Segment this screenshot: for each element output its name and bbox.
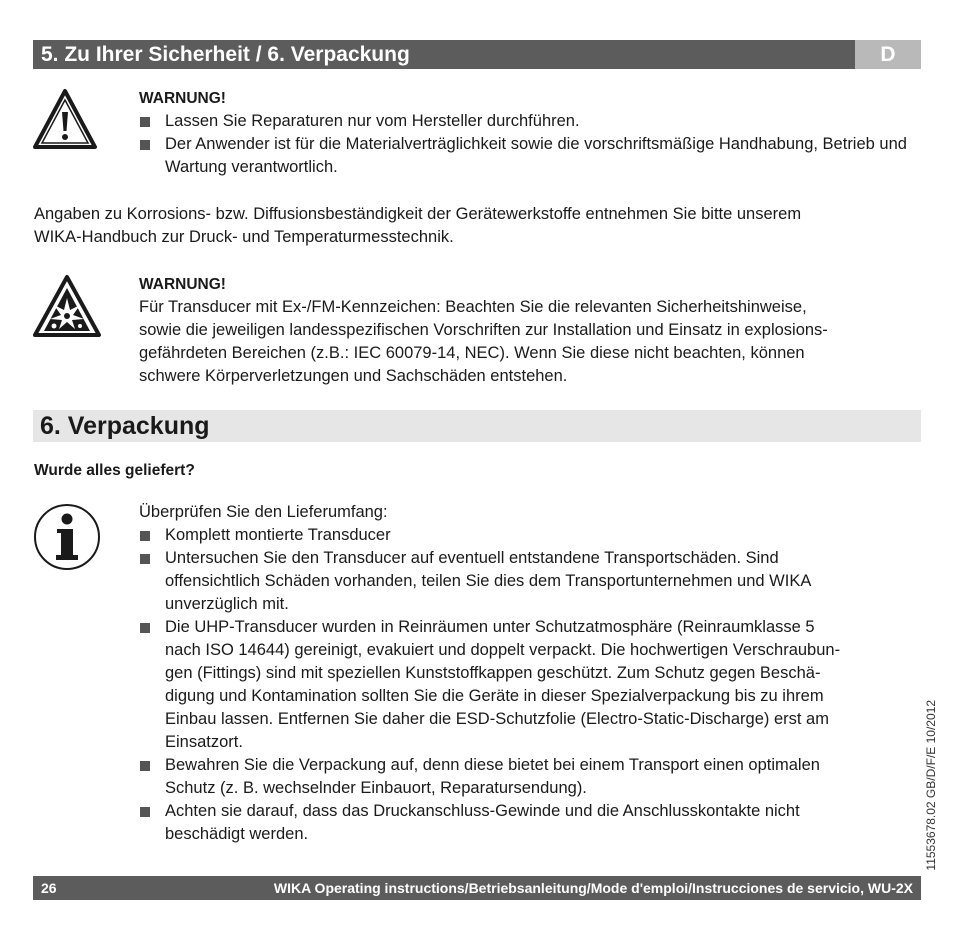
warning-text-line: schwere Körperverletzungen und Sachschäden entstehen. [139,367,568,385]
list-item [139,754,924,800]
list-item-line: gen (Fittings) sind mit speziellen Kunststoffkappen geschützt. Zum Schutz gegen Beschä- [165,664,821,682]
list-item-line: nach ISO 14644) gereinigt, evakuiert und doppelt verpackt. Die hochwertigen Verschraubun- [165,641,841,659]
page-title: 5. Zu Ihrer Sicherheit / 6. Verpackung [41,42,410,66]
list-item [139,524,924,547]
list-item: Der Anwender ist für die Materialverträglichkeit sowie die vorschriftsmäßige Handhabung, Betrieb und Wartung verantwortlich. [139,133,919,179]
list-item-line: Schutz (z. B. wechselnder Einbauort, Reparatursendung). [165,779,587,797]
delivery-check-block [139,501,924,846]
info-icon [32,502,102,572]
warning-text-line: Für Transducer mit Ex-/FM-Kennzeichen: Beachten Sie die relevanten Sicherheitshinweise, [139,298,807,316]
paragraph-line: Angaben zu Korrosions- bzw. Diffusionsbeständigkeit der Gerätewerkstoffe entnehmen Sie bitte unserem [34,205,802,223]
list-item-line: offensichtlich Schäden vorhanden, teilen Sie dies dem Transportunternehmen und WIKA [165,572,812,590]
intro-text: Überprüfen Sie den Lieferumfang: [139,503,388,521]
warning-exclamation-icon [32,88,98,150]
paragraph-corrosion [34,203,922,249]
list-item-line: Einsatzort. [165,733,243,751]
warning-list [139,110,919,179]
footer-text: WIKA Operating instructions/Betriebsanleitung/Mode d'emploi/Instrucciones de servicio, WU-2X [273,880,913,896]
list-item-line: beschädigt werden. [165,825,309,843]
list-item-line: Einbau lassen. Entfernen Sie daher die ESD-Schutzfolie (Electro-Static-Discharge) erst am [165,710,829,728]
subheading: Wurde alles geliefert? [34,462,195,479]
section-title: 6. Verpackung [40,411,210,440]
document-number: 11553678.02 GB/D/F/E 10/2012 [924,700,938,871]
page-number: 26 [41,880,57,896]
delivery-list [139,524,924,846]
list-item-line: digung und Kontamination sollten Sie die Geräte in dieser Spezialverpackung bis zu ihrem [165,687,824,705]
warning-block-2 [139,273,924,388]
paragraph-line: WIKA-Handbuch zur Druck- und Temperaturmesstechnik. [34,228,454,246]
list-item-line: Die UHP-Transducer wurden in Reinräumen unter Schutzatmosphäre (Reinraumklasse 5 [165,618,815,636]
list-item [139,800,924,846]
header-bar [33,40,921,69]
list-item-line: Bewahren Sie die Verpackung auf, denn diese bietet bei einem Transport einen optimalen [165,756,820,774]
list-item-line: Komplett montierte Transducer [165,526,391,544]
list-item-line: Untersuchen Sie den Transducer auf eventuell entstandene Transportschäden. Sind [165,549,779,567]
list-item-line: Achten sie darauf, dass das Druckanschluss-Gewinde und die Anschlusskontakte nicht [165,802,800,820]
warning-text-line: gefährdeten Bereichen (z.B.: IEC 60079-14, NEC). Wenn Sie diese nicht beachten, können [139,344,805,362]
list-item [139,547,924,616]
section-heading-bar [33,410,921,442]
list-item [139,616,924,754]
list-item: Lassen Sie Reparaturen nur vom Hersteller durchführen. [139,110,919,133]
warning-title: WARNUNG! [139,90,226,107]
list-item-line: unverzüglich mit. [165,595,289,613]
explosion-warning-icon [32,274,102,338]
warning-title: WARNUNG! [139,276,226,293]
warning-block-1 [139,87,919,179]
footer-bar [33,876,921,900]
language-badge: D [855,40,921,69]
warning-text-line: sowie die jeweiligen landesspezifischen Vorschriften zur Installation und Einsatz in explosions- [139,321,828,339]
